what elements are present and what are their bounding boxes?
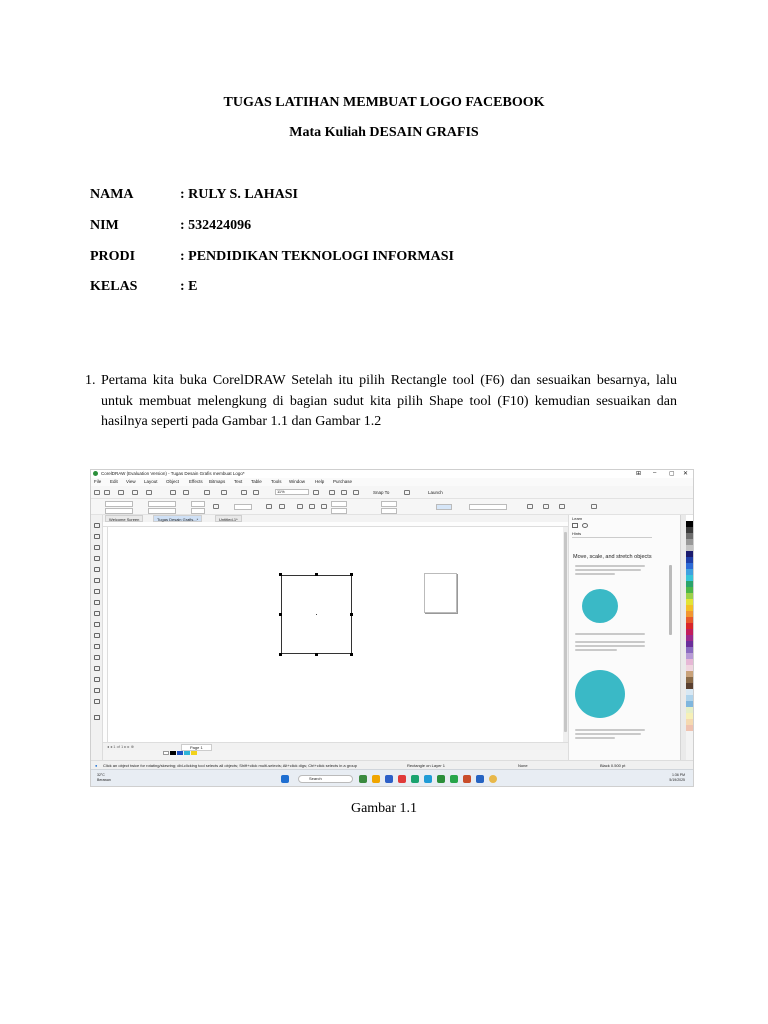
to-back-icon[interactable] — [559, 504, 565, 509]
identity-value: : E — [180, 279, 198, 294]
hint-text-line — [575, 573, 615, 575]
weather-temp: 32°C — [97, 773, 105, 777]
artistic-media-tool-icon[interactable] — [94, 578, 100, 583]
smart-fill-tool-icon[interactable] — [94, 699, 100, 704]
status-outline: Black 0.500 pt — [600, 763, 626, 768]
window-title: CorelDRAW (Evaluation Version) - Tugas Desain Grafis membuat Logo* — [101, 471, 245, 476]
redo-icon[interactable] — [221, 490, 227, 495]
rotation-field[interactable] — [234, 504, 252, 510]
corner-round-icon[interactable] — [297, 504, 303, 509]
ellipse-tool-icon[interactable] — [94, 600, 100, 605]
minimize-icon[interactable]: – — [653, 470, 657, 476]
whatsapp-icon[interactable] — [450, 775, 458, 783]
open-icon[interactable] — [104, 490, 110, 495]
toolbox — [91, 515, 103, 765]
page-tab[interactable]: Page 1 — [181, 744, 212, 751]
hint-text-line — [575, 649, 617, 651]
tab-welcome[interactable]: Welcome Screen — [105, 515, 143, 522]
menu-item[interactable]: Bitmaps — [209, 479, 226, 484]
menu-item[interactable]: Edit — [110, 479, 118, 484]
transparency-tool-icon[interactable] — [94, 666, 100, 671]
to-front-icon[interactable] — [543, 504, 549, 509]
connector-tool-icon[interactable] — [94, 644, 100, 649]
scrollbar-thumb[interactable] — [564, 532, 567, 732]
add-tool-icon[interactable] — [94, 715, 100, 720]
print-icon[interactable] — [132, 490, 138, 495]
page-nav-arrows-icon[interactable]: ◂ ◂ 1 of 1 ▸ ▸ ⊕ — [107, 744, 134, 749]
corner-chamfer-icon[interactable] — [321, 504, 327, 509]
selection-handle[interactable] — [279, 573, 282, 576]
identity-value: : PENDIDIKAN TEKNOLOGI INFORMASI — [180, 249, 454, 264]
zoom-tool-icon[interactable] — [94, 556, 100, 561]
menu-bar — [91, 478, 693, 486]
menu-item[interactable]: Help — [315, 479, 325, 484]
position-x-field[interactable] — [105, 501, 133, 507]
swatch[interactable] — [184, 751, 190, 755]
selection-handle[interactable] — [350, 653, 353, 656]
page-navigator — [103, 742, 568, 750]
interactive-fill-tool-icon[interactable] — [94, 688, 100, 693]
chrome-icon[interactable] — [489, 775, 497, 783]
hint-text-line — [575, 645, 645, 647]
taskbar-search[interactable]: Search — [298, 775, 353, 783]
hint-text-line — [575, 733, 641, 735]
hint-text-line — [575, 729, 645, 731]
docker-hints-label: Hints — [572, 531, 582, 536]
menu-item[interactable]: Purchase — [333, 479, 353, 484]
status-bar — [91, 760, 693, 769]
status-object: Rectangle on Layer 1 — [407, 763, 446, 768]
text-tool-icon[interactable] — [94, 622, 100, 627]
selection-handle[interactable] — [279, 653, 282, 656]
menu-item[interactable]: Window — [289, 479, 306, 484]
lock-ratio-icon[interactable] — [213, 504, 219, 509]
drawing-canvas[interactable] — [108, 527, 563, 742]
document-title: TUGAS LATIHAN MEMBUAT LOGO FACEBOOK — [223, 95, 545, 110]
menu-item[interactable]: Layout — [144, 479, 158, 484]
export-icon[interactable] — [253, 490, 259, 495]
swatch[interactable] — [177, 751, 183, 755]
eyedropper-tool-icon[interactable] — [94, 677, 100, 682]
menu-item[interactable]: Object — [166, 479, 180, 484]
shape-tool-icon[interactable] — [94, 534, 100, 539]
position-y-field[interactable] — [105, 508, 133, 514]
corner-scallop-icon[interactable] — [309, 504, 315, 509]
snap-to-button[interactable]: Snap To — [373, 490, 390, 495]
identity-label: PRODI — [90, 249, 136, 264]
coreldraw-logo-icon — [93, 471, 98, 476]
swatch[interactable] — [191, 751, 197, 755]
wrap-text-icon[interactable] — [527, 504, 533, 509]
guidelines-icon[interactable] — [353, 490, 359, 495]
import-icon[interactable] — [241, 490, 247, 495]
selection-handle[interactable] — [315, 573, 318, 576]
hint-heading: Move, scale, and stretch objects — [573, 554, 652, 560]
app-icon[interactable] — [424, 775, 432, 783]
hint-illustration-circle — [582, 589, 618, 623]
app-icon[interactable] — [463, 775, 471, 783]
page-thumbnail — [424, 573, 457, 613]
selection-handle[interactable] — [350, 573, 353, 576]
copy-icon[interactable] — [183, 490, 189, 495]
app-icon[interactable] — [398, 775, 406, 783]
app-icon[interactable] — [411, 775, 419, 783]
scale-x-field[interactable] — [191, 501, 205, 507]
convert-to-curves-icon[interactable] — [591, 504, 597, 509]
figure-screenshot — [90, 469, 694, 787]
menu-item[interactable]: View — [126, 479, 136, 484]
hint-text-line — [575, 565, 645, 567]
status-fill: None — [518, 763, 528, 768]
widget-icon[interactable] — [359, 775, 367, 783]
menu-item[interactable]: File — [94, 479, 102, 484]
menu-item[interactable]: Tools — [271, 479, 282, 484]
identity-label: NIM — [90, 218, 119, 233]
identity-value: : 532424096 — [180, 218, 252, 233]
property-bar — [91, 499, 693, 515]
corner-radius-field[interactable] — [331, 508, 347, 514]
crop-tool-icon[interactable] — [94, 545, 100, 550]
menu-item[interactable]: Effects — [189, 479, 203, 484]
step-1 — [85, 371, 677, 433]
polygon-tool-icon[interactable] — [94, 611, 100, 616]
link-icon[interactable] — [582, 523, 588, 528]
width-field[interactable] — [148, 501, 176, 507]
freehand-tool-icon[interactable] — [94, 567, 100, 572]
center-marker — [316, 614, 317, 615]
status-hint: Click an object twice for rotating/skewing; dbl-clicking tool selects all objects; Shift+click multi-selects; Alt+click digs; Ctrl+click selects in a group — [103, 763, 357, 768]
cloud-icon[interactable] — [146, 490, 152, 495]
line-style-select[interactable] — [469, 504, 507, 510]
learn-docker — [568, 515, 680, 760]
identity-label: NAMA — [90, 187, 134, 202]
zoom-level-select[interactable]: 11% — [275, 489, 309, 495]
hint-text-line — [575, 569, 641, 571]
height-field[interactable] — [148, 508, 176, 514]
docker-scrollbar[interactable] — [669, 565, 672, 635]
drop-shadow-tool-icon[interactable] — [94, 655, 100, 660]
menu-item[interactable]: Text — [234, 479, 243, 484]
word-icon[interactable] — [476, 775, 484, 783]
docker-title: Learn — [572, 516, 583, 521]
menu-item[interactable]: Table — [251, 479, 262, 484]
corner-radius-field[interactable] — [331, 501, 347, 507]
document-tabs — [103, 515, 568, 522]
figure-caption: Gambar 1.1 — [350, 801, 418, 816]
pick-tool-icon[interactable] — [94, 523, 100, 528]
options-icon[interactable] — [404, 490, 410, 495]
selection-handle[interactable] — [350, 613, 353, 616]
status-help-icon: ● — [95, 763, 98, 768]
tab-tugas-desain[interactable]: Tugas Desain Grafis...* — [153, 515, 202, 522]
step-text: Pertama kita buka CorelDRAW Setelah itu pilih Rectangle tool (F6) dan sesuaikan besarnya, lalu untuk membuat melengkung di bagian sudut kita pilih Shape tool (F10) kemudian sesuaikan dan hasilnya seperti pada Gambar 1.1 dan Gambar 1.2 — [101, 373, 677, 429]
new-document-icon[interactable] — [94, 490, 100, 495]
save-icon[interactable] — [118, 490, 124, 495]
app-icon[interactable] — [385, 775, 393, 783]
taskbar-clock[interactable] — [669, 773, 685, 783]
hint-text-line — [575, 641, 645, 643]
undo-icon[interactable] — [204, 490, 210, 495]
standard-toolbar — [91, 486, 693, 499]
swatch[interactable] — [170, 751, 176, 755]
outline-width-field[interactable] — [436, 504, 452, 510]
layout-icon[interactable]: ⊞ — [636, 471, 642, 477]
corner-radius-field[interactable] — [381, 508, 397, 514]
full-screen-icon[interactable] — [313, 490, 319, 495]
pointer-icon[interactable] — [572, 523, 578, 528]
color-palette — [686, 515, 693, 760]
step-number: 1. — [85, 373, 96, 388]
hint-text-line — [575, 633, 645, 635]
corner-radius-field[interactable] — [381, 501, 397, 507]
window-titlebar — [91, 470, 693, 478]
hint-text-line — [575, 737, 615, 739]
coreldraw-taskbar-icon[interactable] — [437, 775, 445, 783]
hint-illustration-circle — [575, 670, 625, 718]
weather-widget[interactable] — [97, 773, 111, 783]
clock-time: 1:36 PM — [671, 773, 685, 777]
windows-taskbar — [91, 769, 693, 787]
document-subtitle: Mata Kuliah DESAIN GRAFIS — [289, 125, 479, 140]
parallel-dimension-tool-icon[interactable] — [94, 633, 100, 638]
rulers-icon[interactable] — [329, 490, 335, 495]
start-icon[interactable] — [281, 775, 289, 783]
file-explorer-icon[interactable] — [372, 775, 380, 783]
clock-date: 5/19/2025 — [669, 778, 685, 782]
palette-swatch[interactable] — [686, 725, 693, 731]
launch-button[interactable]: Launch — [428, 490, 443, 495]
selection-handle[interactable] — [315, 653, 318, 656]
identity-label: KELAS — [90, 279, 138, 294]
mirror-horizontal-icon[interactable] — [266, 504, 272, 509]
close-icon[interactable]: ✕ — [683, 471, 689, 477]
tab-untitled[interactable]: Untitled-1* — [215, 515, 242, 522]
mirror-vertical-icon[interactable] — [279, 504, 285, 509]
weather-desc: Berawan — [97, 778, 111, 782]
divider — [572, 537, 652, 538]
cut-icon[interactable] — [170, 490, 176, 495]
identity-value: : RULY S. LAHASI — [180, 187, 298, 202]
rectangle-tool-icon[interactable] — [94, 589, 100, 594]
scale-y-field[interactable] — [191, 508, 205, 514]
maximize-icon[interactable]: ▢ — [669, 471, 675, 477]
selection-handle[interactable] — [279, 613, 282, 616]
grid-icon[interactable] — [341, 490, 347, 495]
swatch[interactable] — [163, 751, 169, 755]
